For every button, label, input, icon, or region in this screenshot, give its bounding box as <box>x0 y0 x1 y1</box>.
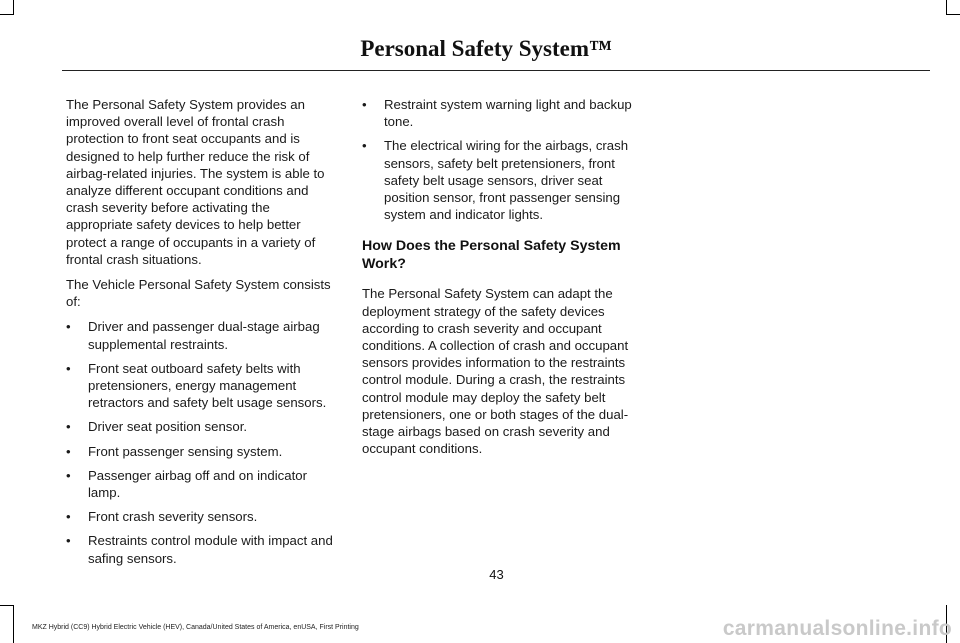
list-item: • Driver and passenger dual-stage airbag supplemental restraints. <box>66 319 320 352</box>
footer-note: MKZ Hybrid (CC9) Hybrid Electric Vehicle (HEV), Canada/United States of America, enUSA, First Printing <box>32 624 359 631</box>
component-list-continued <box>362 96 634 223</box>
bullet-icon: • <box>66 509 71 525</box>
bullet-icon: • <box>66 443 71 459</box>
consists-of-paragraph: The Vehicle Personal Safety System consists of: <box>66 277 331 310</box>
intro-paragraph: The Personal Safety System provides an improved overall level of frontal crash protection to front seat occupants and is designed to help further reduce the risk of airbag-related injuries. The system is able to analyze different occupant conditions and crash severity before activating the appropriate safety devices to help better protect a range of occupants in a variety of frontal crash situations. <box>66 97 325 267</box>
list-item: • Front passenger sensing system. <box>66 443 283 459</box>
how-it-works-paragraph: The Personal Safety System can adapt the deployment strategy of the safety devices according to crash severity and occupant conditions. A collection of crash and occupant sensors provides information to the restraints control module. During a crash, the restraints control module may deploy the safety belt pretensioners, one or both stages of the dual-stage airbags based on crash severity and occupant conditions. <box>362 286 629 457</box>
crop-mark <box>0 605 13 606</box>
left-column <box>66 96 338 577</box>
list-item: • Restraint system warning light and backup tone. <box>362 97 632 130</box>
bullet-icon: • <box>362 97 367 112</box>
crop-mark <box>946 14 960 15</box>
bullet-icon: • <box>66 360 71 376</box>
section-heading: How Does the Personal Safety System Work? <box>362 238 621 273</box>
list-item: • Restraints control module with impact and safing sensors. <box>66 533 333 566</box>
list-item: • Front crash severity sensors. <box>66 509 258 525</box>
bullet-icon: • <box>66 533 71 549</box>
crop-mark <box>13 0 14 15</box>
crop-mark <box>0 14 13 15</box>
page-number: 43 <box>489 567 504 582</box>
bullet-icon: • <box>66 319 71 335</box>
list-item: • The electrical wiring for the airbags, crash sensors, safety belt pretensioners, front safety belt usage sensors, driver seat position sensor, front passenger sensing system and indicator lights. <box>362 138 629 223</box>
right-column <box>362 96 634 465</box>
bullet-icon: • <box>66 419 71 435</box>
list-item: • Passenger airbag off and on indicator lamp. <box>66 467 307 501</box>
watermark: carmanualsonline.info <box>722 617 952 640</box>
list-item: • Front seat outboard safety belts with pretensioners, energy management retractors and safety belt usage sensors. <box>66 360 327 411</box>
crop-mark <box>13 605 14 643</box>
crop-mark <box>946 0 947 15</box>
page-title: Personal Safety System™ <box>360 36 612 61</box>
bullet-icon: • <box>66 467 71 483</box>
component-list <box>66 318 338 566</box>
header-divider <box>62 70 930 71</box>
list-item: • Driver seat position sensor. <box>66 419 248 435</box>
bullet-icon: • <box>362 138 367 154</box>
